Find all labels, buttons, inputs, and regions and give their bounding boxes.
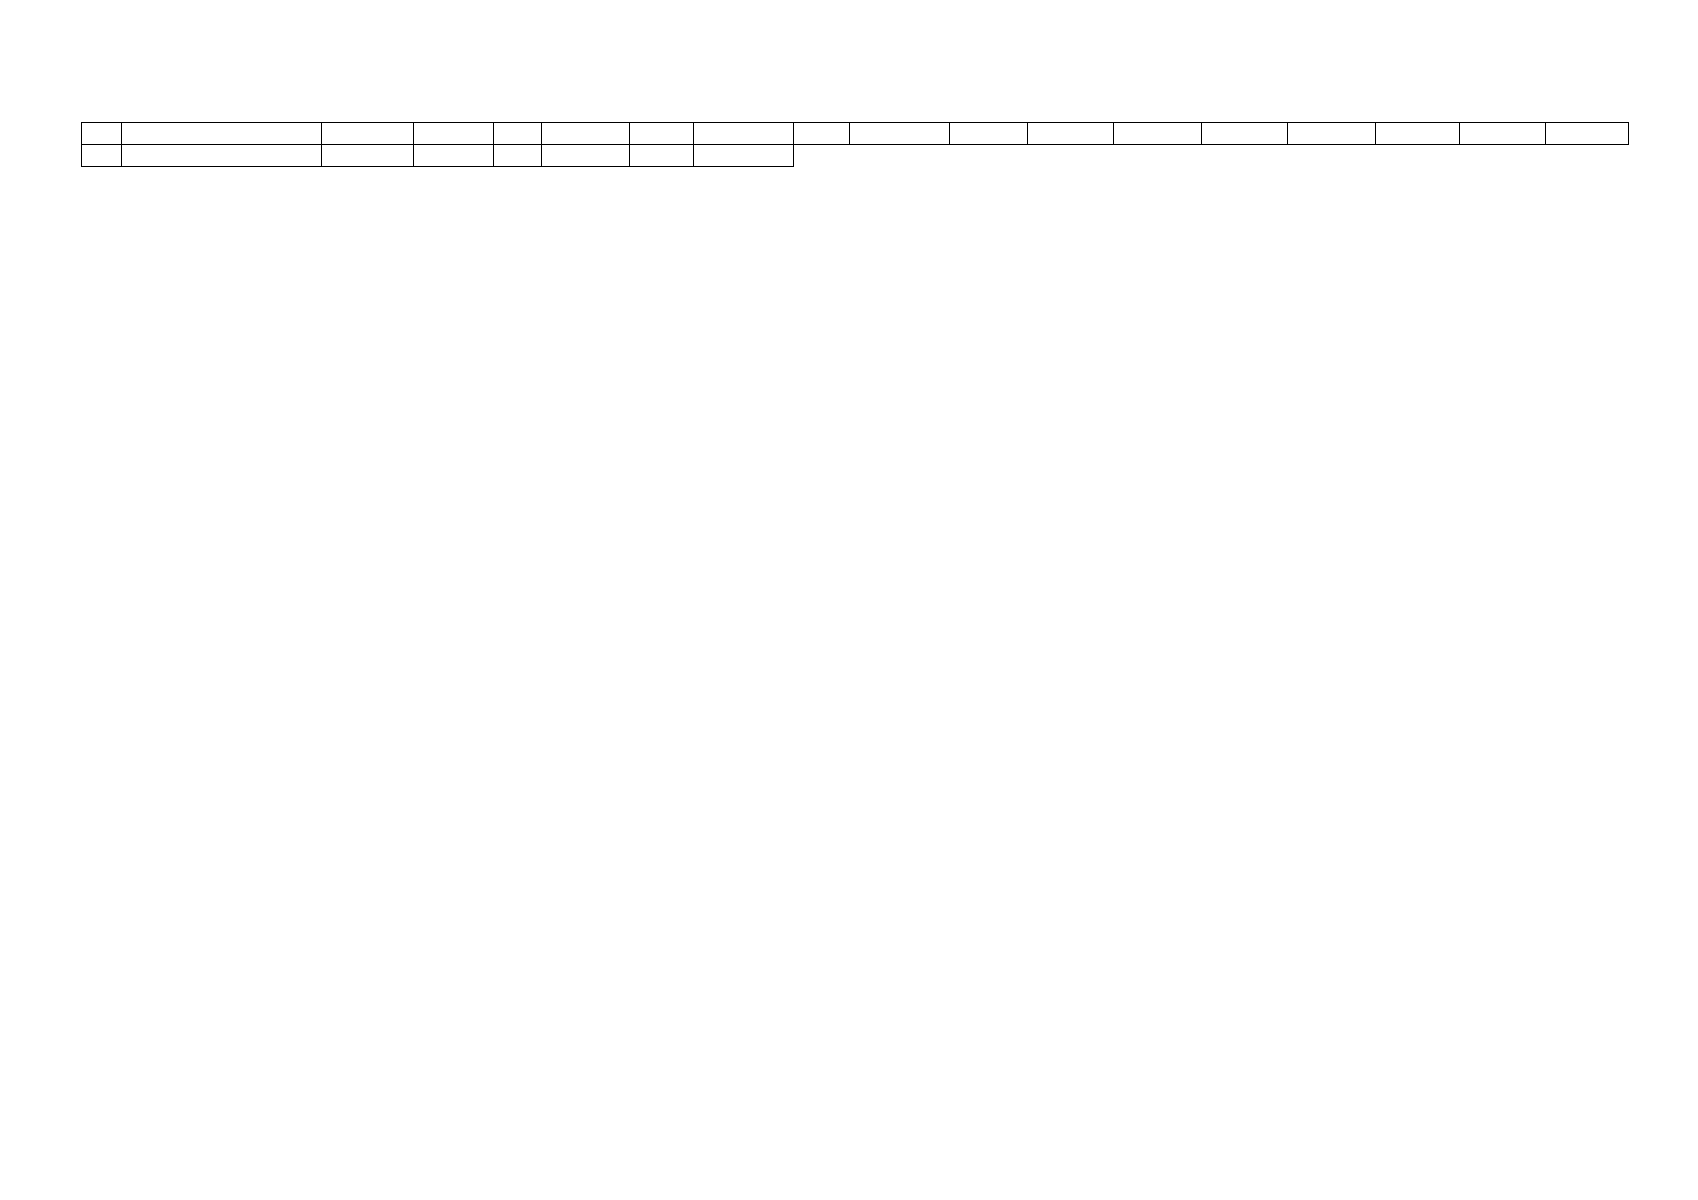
value-cell [494,145,542,167]
column-header [414,123,494,145]
column-header [694,123,794,145]
column-header [1288,123,1376,145]
column-header [542,123,630,145]
table-row [82,145,1629,167]
column-header [1546,123,1629,145]
column-header [122,123,322,145]
column-header [1028,123,1114,145]
column-header [1460,123,1546,145]
column-header [322,123,414,145]
data-table [81,122,1629,167]
row-number-cell [82,145,122,167]
column-header [1114,123,1202,145]
column-header [950,123,1028,145]
value-cell [630,145,694,167]
column-header [794,123,850,145]
value-cell [322,145,414,167]
value-cell [414,145,494,167]
value-cell [542,145,630,167]
column-header [494,123,542,145]
column-header [1202,123,1288,145]
address-cell [122,145,322,167]
column-header [850,123,950,145]
column-header [630,123,694,145]
value-cell [694,145,794,167]
column-header [1376,123,1460,145]
table-header-row [82,123,1629,145]
column-header [82,123,122,145]
